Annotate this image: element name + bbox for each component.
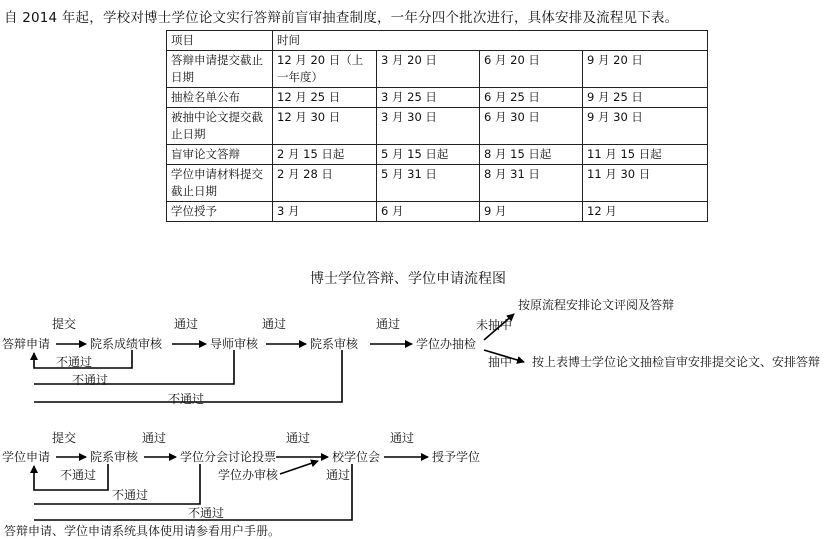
table-cell: 11 月 30 日 [583, 165, 708, 202]
table-cell: 6 月 20 日 [480, 51, 583, 88]
table-cell: 2 月 15 日起 [273, 145, 377, 165]
flow1-label-drawn: 抽中 [488, 355, 513, 369]
table-cell: 11 月 15 日起 [583, 145, 708, 165]
footnote: 答辩申请、学位申请系统具体使用请参看用户手册。 [4, 524, 281, 538]
header-time: 时间 [273, 31, 708, 51]
flow1-label-pass: 通过 [262, 317, 287, 331]
table-cell: 答辩申请提交截止日期 [167, 51, 273, 88]
flow1-label-pass: 通过 [174, 317, 199, 331]
flow1-label-fail: 不通过 [56, 355, 93, 369]
table-cell: 8 月 31 日 [480, 165, 583, 202]
intro-text: 自 2014 年起，学校对博士学位论文实行答辩前盲审抽查制度，一年分四个批次进行，具体安排及流程见下表。 [4, 10, 679, 26]
table-cell: 5 月 31 日 [377, 165, 480, 202]
table-cell: 12 月 [583, 202, 708, 222]
flow1-outcome-blind-review: 按上表博士学位论文抽检盲审安排提交论文、安排答辩 [532, 355, 821, 369]
flow1-node-advisor-review: 导师审核 [210, 337, 259, 351]
table-cell: 2 月 28 日 [273, 165, 377, 202]
table-cell: 12 月 30 日 [273, 108, 377, 145]
table-cell: 抽检名单公布 [167, 88, 273, 108]
table-cell: 3 月 20 日 [377, 51, 480, 88]
table-cell: 5 月 15 日起 [377, 145, 480, 165]
flow2-label-pass: 通过 [326, 468, 351, 482]
table-cell: 6 月 30 日 [480, 108, 583, 145]
table-cell: 6 月 [377, 202, 480, 222]
flow2-node-university-committee: 校学位会 [332, 450, 381, 464]
flow2-node-degree-application: 学位申请 [2, 450, 51, 464]
table-cell: 3 月 30 日 [377, 108, 480, 145]
table-cell: 12 月 25 日 [273, 88, 377, 108]
table-cell: 9 月 20 日 [583, 51, 708, 88]
flow2-label-fail: 不通过 [188, 506, 225, 520]
flow1-node-degree-office-sampling: 学位办抽检 [416, 337, 477, 351]
table-cell: 盲审论文答辩 [167, 145, 273, 165]
table-cell: 8 月 15 日起 [480, 145, 583, 165]
flow2-node-degree-office-review: 学位办审核 [218, 468, 279, 482]
table-cell: 3 月 [273, 202, 377, 222]
flow2-arrow-aux [280, 461, 318, 474]
flow1-outcome-normal-process: 按原流程安排论文评阅及答辩 [518, 298, 675, 312]
table-cell: 9 月 30 日 [583, 108, 708, 145]
flow1-label-pass: 通过 [376, 317, 401, 331]
table-cell: 9 月 25 日 [583, 88, 708, 108]
flow1-label-fail: 不通过 [72, 373, 109, 387]
flow2-label-pass: 通过 [286, 431, 311, 445]
flow2-label-submit: 提交 [52, 431, 77, 445]
table-cell: 6 月 25 日 [480, 88, 583, 108]
flow2-label-fail: 不通过 [60, 468, 97, 482]
flow2-label-pass: 通过 [390, 431, 415, 445]
table-cell: 学位申请材料提交截止日期 [167, 165, 273, 202]
table-cell: 12 月 20 日（上一年度） [273, 51, 377, 88]
flow2-node-dept-review: 院系审核 [90, 450, 139, 464]
table-cell: 3 月 25 日 [377, 88, 480, 108]
table-cell: 学位授予 [167, 202, 273, 222]
flow1-label-submit: 提交 [52, 317, 77, 331]
flow2-node-subcommittee-vote: 学位分会讨论投票 [180, 450, 277, 464]
flow2-node-degree-conferral: 授予学位 [432, 450, 481, 464]
flowchart-title: 博士学位答辩、学位申请流程图 [310, 271, 506, 287]
table-cell: 被抽中论文提交截止日期 [167, 108, 273, 145]
flow1-label-not-drawn: 未抽中 [476, 318, 513, 332]
flow2-label-fail: 不通过 [112, 488, 149, 502]
flow1-label-fail: 不通过 [168, 392, 205, 406]
flow1-node-defense-application: 答辩申请 [2, 337, 51, 351]
flow1-node-dept-review: 院系审核 [310, 337, 359, 351]
flow1-node-dept-grade-review: 院系成绩审核 [90, 337, 163, 351]
table-cell: 9 月 [480, 202, 583, 222]
header-item: 项目 [167, 31, 273, 51]
flow2-label-pass: 通过 [142, 431, 167, 445]
